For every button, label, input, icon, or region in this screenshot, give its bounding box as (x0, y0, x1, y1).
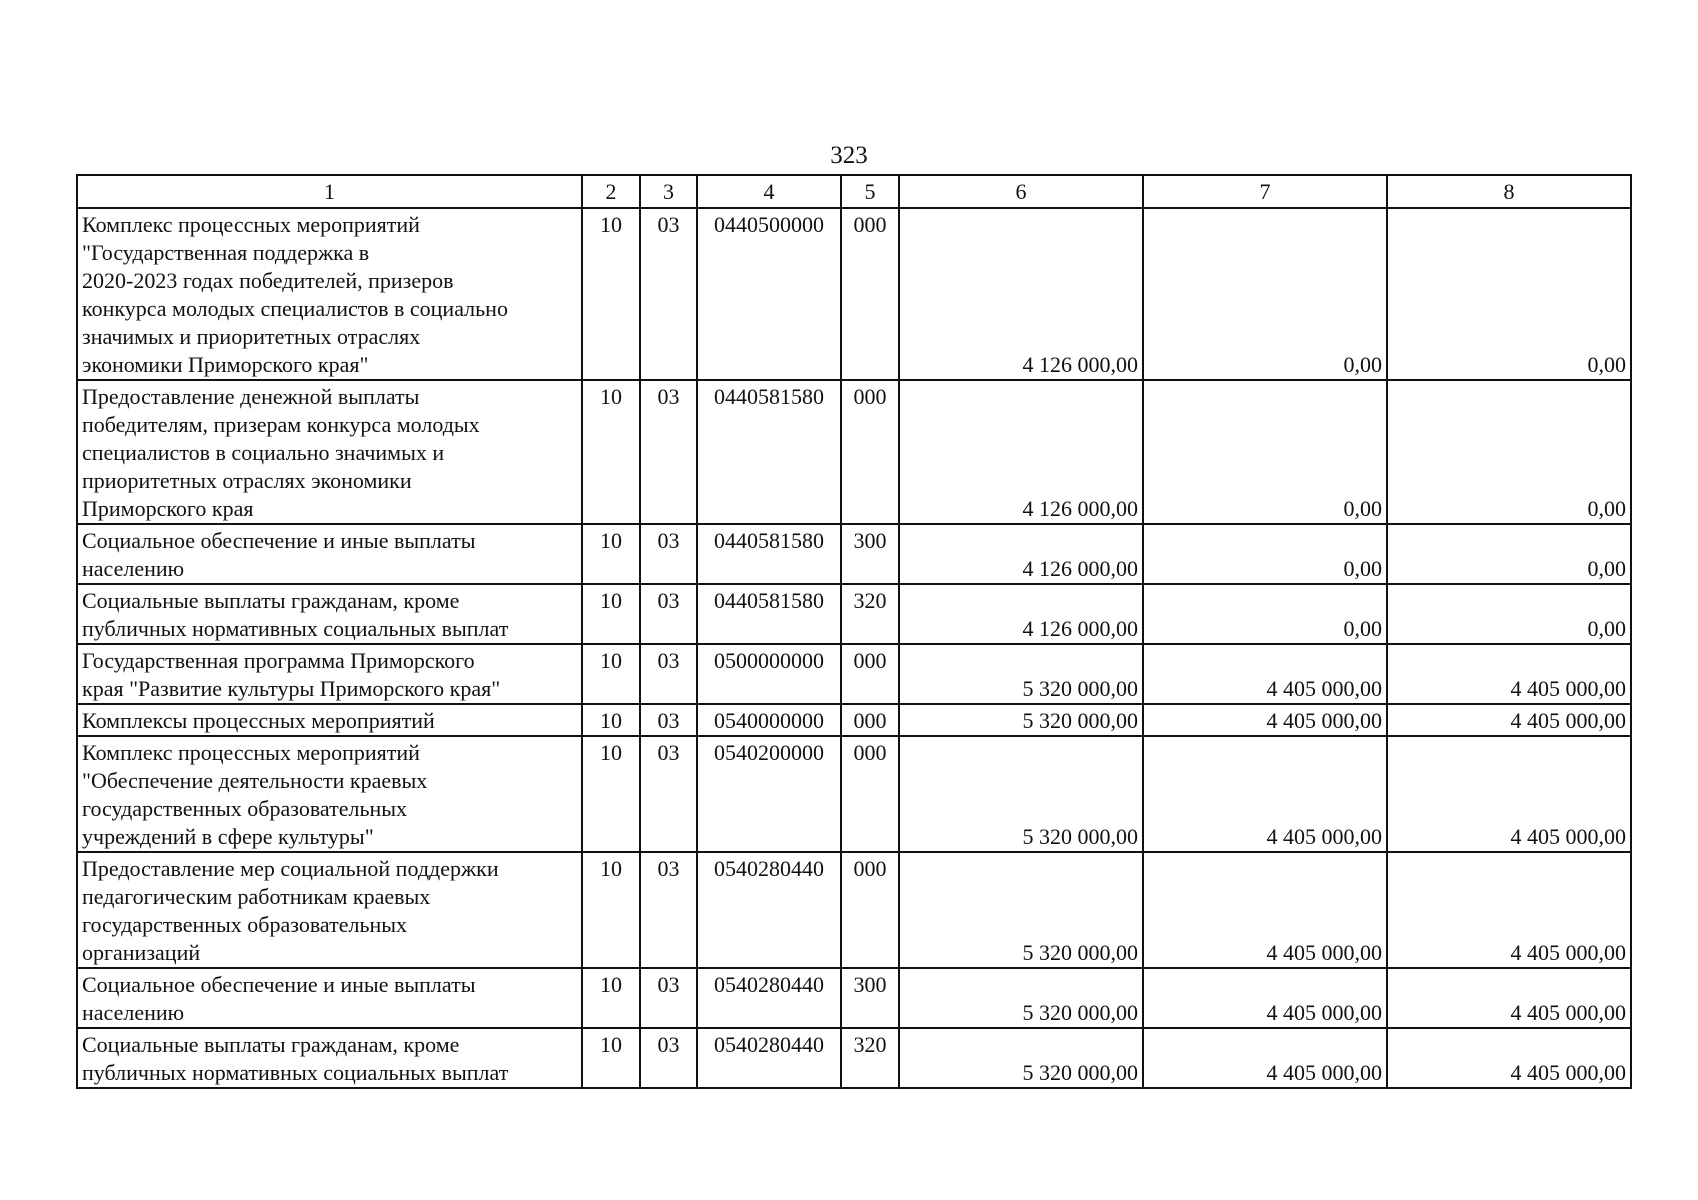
amount-col-8: 4 405 000,00 (1387, 644, 1631, 704)
expense-type-code: 000 (841, 644, 899, 704)
expense-type-code: 320 (841, 584, 899, 644)
table-header-row (77, 175, 1631, 208)
subsection-code: 03 (640, 380, 697, 524)
target-article-code: 0540280440 (697, 968, 841, 1028)
table-row (77, 968, 1631, 1028)
table-row (77, 852, 1631, 968)
expense-type-code: 000 (841, 852, 899, 968)
amount-col-6: 5 320 000,00 (899, 704, 1143, 736)
column-header: 1 (77, 175, 582, 208)
subsection-code: 03 (640, 584, 697, 644)
amount-col-8: 4 405 000,00 (1387, 1028, 1631, 1088)
expense-type-code: 000 (841, 736, 899, 852)
column-header: 2 (582, 175, 640, 208)
target-article-code: 0540280440 (697, 852, 841, 968)
amount-col-6: 5 320 000,00 (899, 852, 1143, 968)
amount-col-8: 0,00 (1387, 380, 1631, 524)
amount-col-8: 0,00 (1387, 584, 1631, 644)
section-code: 10 (582, 1028, 640, 1088)
table-row (77, 584, 1631, 644)
amount-col-6: 5 320 000,00 (899, 1028, 1143, 1088)
amount-col-8: 4 405 000,00 (1387, 704, 1631, 736)
subsection-code: 03 (640, 524, 697, 584)
row-name: Социальное обеспечение и иные выплаты населению (77, 524, 582, 584)
section-code: 10 (582, 380, 640, 524)
subsection-code: 03 (640, 208, 697, 380)
subsection-code: 03 (640, 968, 697, 1028)
table-row (77, 644, 1631, 704)
amount-col-6: 5 320 000,00 (899, 968, 1143, 1028)
amount-col-7: 0,00 (1143, 380, 1387, 524)
column-header: 5 (841, 175, 899, 208)
subsection-code: 03 (640, 852, 697, 968)
amount-col-6: 5 320 000,00 (899, 736, 1143, 852)
table-row (77, 736, 1631, 852)
amount-col-6: 4 126 000,00 (899, 584, 1143, 644)
row-name: Социальные выплаты гражданам, кроме публичных нормативных социальных выплат (77, 1028, 582, 1088)
row-name: Комплекс процессных мероприятий "Государственная поддержка в 2020-2023 годах победителей, призеров конкурса молодых специалистов в социально значимых и приоритетных отраслях экономики Приморского края" (77, 208, 582, 380)
target-article-code: 0440581580 (697, 584, 841, 644)
row-name: Предоставление денежной выплаты победителям, призерам конкурса молодых специалистов в социально значимых и приоритетных отраслях экономики Приморского края (77, 380, 582, 524)
amount-col-7: 4 405 000,00 (1143, 644, 1387, 704)
amount-col-6: 4 126 000,00 (899, 208, 1143, 380)
row-name: Комплексы процессных мероприятий (77, 704, 582, 736)
subsection-code: 03 (640, 736, 697, 852)
amount-col-7: 4 405 000,00 (1143, 704, 1387, 736)
amount-col-6: 4 126 000,00 (899, 380, 1143, 524)
row-name: Социальные выплаты гражданам, кроме публичных нормативных социальных выплат (77, 584, 582, 644)
column-header: 7 (1143, 175, 1387, 208)
target-article-code: 0440500000 (697, 208, 841, 380)
section-code: 10 (582, 208, 640, 380)
amount-col-7: 4 405 000,00 (1143, 968, 1387, 1028)
amount-col-7: 0,00 (1143, 524, 1387, 584)
amount-col-7: 4 405 000,00 (1143, 1028, 1387, 1088)
table-row (77, 208, 1631, 380)
amount-col-8: 4 405 000,00 (1387, 968, 1631, 1028)
section-code: 10 (582, 524, 640, 584)
subsection-code: 03 (640, 644, 697, 704)
page-number: 323 (830, 142, 868, 169)
amount-col-7: 0,00 (1143, 584, 1387, 644)
amount-col-8: 0,00 (1387, 524, 1631, 584)
target-article-code: 0500000000 (697, 644, 841, 704)
column-header: 4 (697, 175, 841, 208)
section-code: 10 (582, 736, 640, 852)
amount-col-7: 4 405 000,00 (1143, 736, 1387, 852)
target-article-code: 0540200000 (697, 736, 841, 852)
amount-col-6: 4 126 000,00 (899, 524, 1143, 584)
subsection-code: 03 (640, 704, 697, 736)
table-row (77, 380, 1631, 524)
amount-col-7: 4 405 000,00 (1143, 852, 1387, 968)
expense-type-code: 320 (841, 1028, 899, 1088)
table-row (77, 704, 1631, 736)
budget-table (76, 174, 1632, 1089)
target-article-code: 0440581580 (697, 524, 841, 584)
target-article-code: 0540280440 (697, 1028, 841, 1088)
amount-col-8: 4 405 000,00 (1387, 852, 1631, 968)
target-article-code: 0440581580 (697, 380, 841, 524)
expense-type-code: 000 (841, 704, 899, 736)
target-article-code: 0540000000 (697, 704, 841, 736)
row-name: Государственная программа Приморского края "Развитие культуры Приморского края" (77, 644, 582, 704)
section-code: 10 (582, 584, 640, 644)
section-code: 10 (582, 968, 640, 1028)
amount-col-8: 0,00 (1387, 208, 1631, 380)
column-header: 3 (640, 175, 697, 208)
table-row (77, 1028, 1631, 1088)
column-header: 8 (1387, 175, 1631, 208)
section-code: 10 (582, 852, 640, 968)
column-header: 6 (899, 175, 1143, 208)
section-code: 10 (582, 644, 640, 704)
amount-col-6: 5 320 000,00 (899, 644, 1143, 704)
section-code: 10 (582, 704, 640, 736)
row-name: Социальное обеспечение и иные выплаты населению (77, 968, 582, 1028)
expense-type-code: 300 (841, 524, 899, 584)
row-name: Комплекс процессных мероприятий "Обеспечение деятельности краевых государственных образовательных учреждений в сфере культуры" (77, 736, 582, 852)
row-name: Предоставление мер социальной поддержки педагогическим работникам краевых государственных образовательных организаций (77, 852, 582, 968)
subsection-code: 03 (640, 1028, 697, 1088)
amount-col-8: 4 405 000,00 (1387, 736, 1631, 852)
expense-type-code: 300 (841, 968, 899, 1028)
expense-type-code: 000 (841, 380, 899, 524)
expense-type-code: 000 (841, 208, 899, 380)
table-row (77, 524, 1631, 584)
amount-col-7: 0,00 (1143, 208, 1387, 380)
